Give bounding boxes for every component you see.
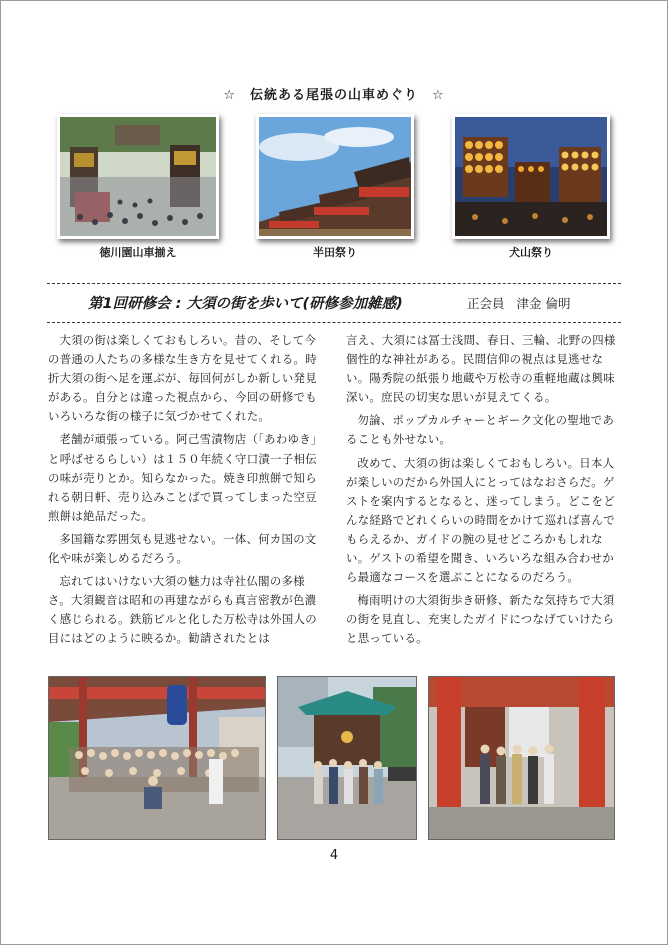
paragraph: 忘れてはいけない大須の魅力は寺社仏閣の多様さ。大須観音は昭和の再建ながらも真言密教が色濃く感じられる。鉄筋ビルと化した万松寺は外国人の目にはどのように映るか。勧請されたとは [48,574,317,646]
photo-caption: 半田祭り [313,246,357,259]
paragraph: 改めて、大須の街は楽しくておもしろい。日本人が楽しいのだから外国人にとってはなおさらだ。ゲストを案内するとなると、迷ってしまう。どこをどんな経路でどれくらいの時間をかけて巡れば喜んでもらえるか、ガイドの腕の見せどころかもしれない。ゲストの希望を聞き、いろいろな組み合わせから最適なコースを選ぶことになるのだろう。 [346,455,615,585]
section-title: ☆ 伝統ある尾張の山車めぐり ☆ [223,88,445,103]
article-column-left [48,331,318,653]
author-name: 津金 倫明 [516,296,571,311]
divider-bottom [47,322,621,323]
festival-photo-inuyama [452,114,610,239]
paragraph: 大須の街は楽しくておもしろい。昔の、そして今の普通の人たちの多様な生き方を見せてくれる。時折大須の街へ足を運ぶが、毎回何がしか新しい発見がある。自分とは違った視点から、今回の研修でもいろいろな街の様子に気づかせてくれた。 [48,333,317,424]
page-number: 4 [329,848,339,863]
paragraph: 梅雨明けの大須街歩き研修、新たな気持ちで大須の街を見直し、充実したガイドにつなげていけたらと思っている。 [346,593,615,646]
article-title: 第1回研修会 : 大須の街を歩いて(研修参加雑感) [88,296,403,312]
paragraph: 老舗が頑張っている。阿己雪漬物店（「あわゆき」と呼ばせるらしい）は１５０年続く守口漬一子相伝の味が売りとか。知らなかった。焼き印煎餅で知られる朝日軒、売り込みことばで買ってしまった空豆煎餅は絶品だった。 [48,432,317,523]
festival-photo-tokugawaen [57,114,219,239]
author-role: 正会員 [467,296,505,311]
photo-caption: 犬山祭り [509,246,553,259]
paragraph: 多国籍な雰囲気も見逃せない。一体、何カ国の文化や味が楽しめるだろう。 [48,531,317,566]
divider-top [47,283,621,284]
festival-photo-card [452,114,610,259]
group-photo-arcade [48,676,266,840]
article-column-right [346,331,616,653]
festival-photo-card [57,114,219,259]
group-photo-shrine [277,676,417,840]
paragraph: 言え、大須には冨士浅間、春日、三輪、北野の四様個性的な神社がある。民間信仰の視点は見逃せない。陽秀院の紙張り地蔵や万松寺の重軽地蔵は興味深い。庶民の切実な思いが見えてくる。 [346,333,616,405]
festival-photo-card [256,114,414,259]
festival-photo-handa [256,114,414,239]
paragraph: 勿論、ポップカルチャーとギーク文化の聖地であることも外せない。 [346,413,615,447]
group-photo-gate [428,676,615,840]
photo-caption: 徳川園山車揃え [99,246,177,259]
article-author [467,294,571,312]
